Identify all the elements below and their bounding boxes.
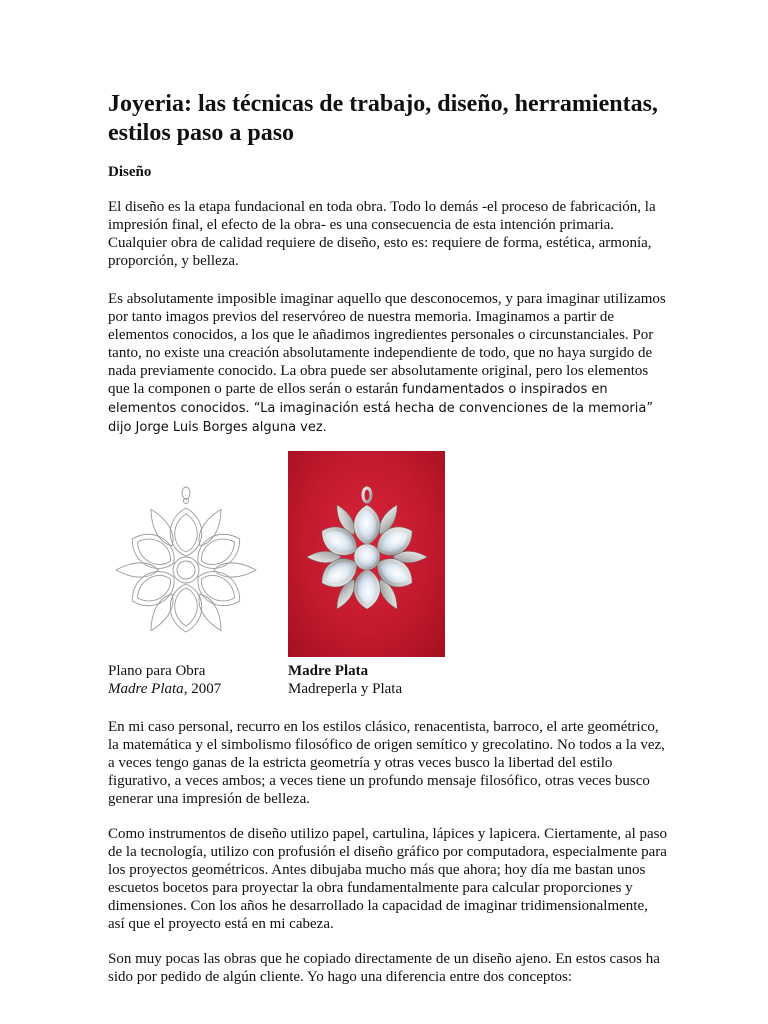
photo-caption-title: Madre Plata <box>288 663 369 679</box>
paragraph-2 <box>108 290 668 437</box>
paragraph-3: En mi caso personal, recurro en los estilos clásico, renacentista, barroco, el arte geométrico, la matemática y el simbolismo filosófico de origen semítico y grecolatino. No todos a la vez, a veces tengo ganas de la estricta geometría y otras veces busco la libertad del estilo figurativo, a veces ambos; a veces tiene un profundo mensaje filosófico, otras veces busco generar una impresión de belleza. <box>108 719 665 807</box>
paragraph-2-serif-text: Es absolutamente imposible imaginar aquello que desconocemos, y para imaginar utilizamos por tanto imagos previos del reservóreo de nuestra memoria. Imaginamos a partir de elementos conocidos, a los que le añadimos ingredientes personales o circunstanciales. Por tanto, no existe una creación absolutamente independiente de todo, que no haya surgido de nada previamente conocido. La obra puede ser absolutamente original, pero los elementos que la componen o parte de ellos serán o estarán <box>108 291 666 397</box>
page-title: Joyeria: las técnicas de trabajo, diseño, herramientas, estilos paso a paso <box>108 91 658 146</box>
pendant-plan-svg <box>108 470 268 660</box>
pendant-photo <box>288 451 445 657</box>
photo-caption-materials: Madreperla y Plata <box>288 681 403 697</box>
pendant-plan-drawing <box>108 470 268 660</box>
plan-caption-year: , 2007 <box>183 681 222 697</box>
pendant-photo-svg <box>288 451 445 657</box>
plan-caption-work-name: Madre Plata <box>108 681 184 697</box>
plan-caption-subtitle <box>108 680 221 698</box>
paragraph-2-sans-text: fundamentados o inspirados en elementos conocidos. “La imaginación está hecha de convenciones de la memoria” dijo Jorge Luis Borges alguna vez. <box>108 382 654 435</box>
paragraph-1: El diseño es la etapa fundacional en toda obra. Todo lo demás -el proceso de fabricación, la impresión final, el efecto de la obra- es una consecuencia de esta intención primaria. Cualquier obra de calidad requiere de diseño, esto es: requiere de forma, estética, armonía, proporción, y belleza. <box>108 199 656 269</box>
paragraph-4: Como instrumentos de diseño utilizo papel, cartulina, lápices y lapicera. Ciertamente, al paso de la tecnología, utilizo con profusión el diseño gráfico por computadora, especialmente para los proyectos geométricos. Antes dibujaba mucho más que ahora; hoy día me bastan unos escuetos bocetos para proyectar la obra fundamentalmente para calcular proporciones y dimensiones. Con los años he desarrollado la capacidad de imaginar tridimensionalmente, así que el proyecto está en mi cabeza. <box>108 826 667 932</box>
plan-caption-title: Plano para Obra <box>108 663 206 679</box>
section-heading: Diseño <box>108 164 152 180</box>
paragraph-5: Son muy pocas las obras que he copiado directamente de un diseño ajeno. En estos casos ha sido por pedido de algún cliente. Yo hago una diferencia entre dos conceptos: <box>108 951 660 985</box>
